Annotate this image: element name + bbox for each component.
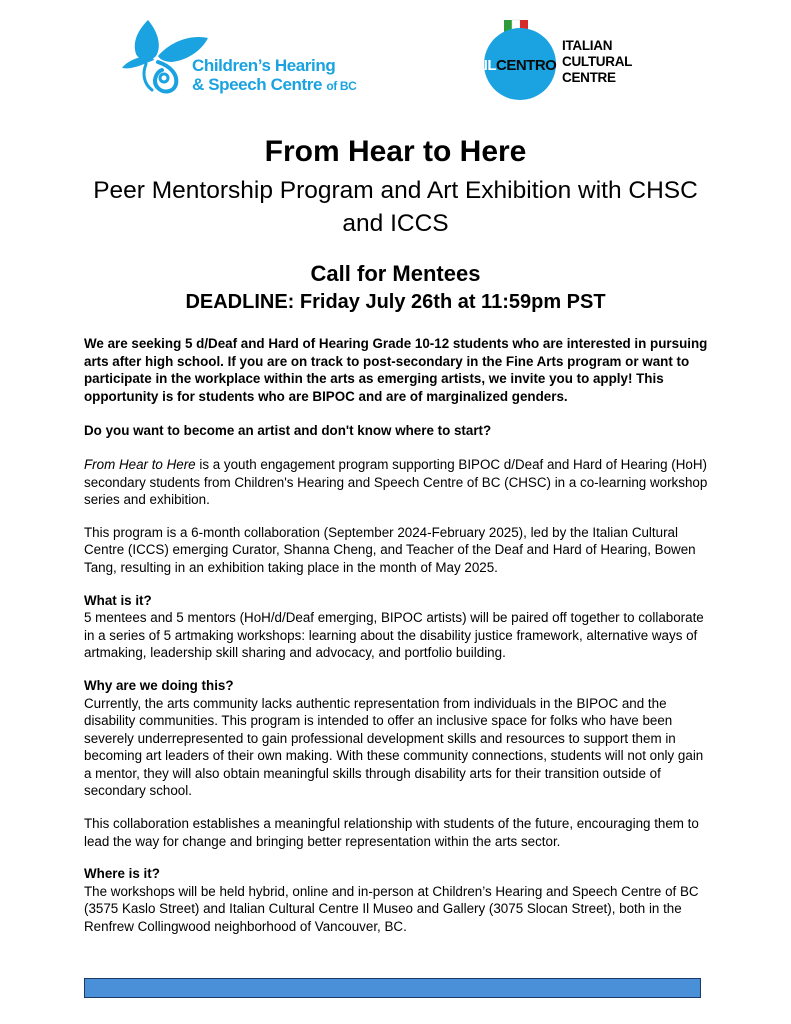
page-title: From Hear to Here — [264, 135, 527, 168]
footer-bar — [84, 978, 701, 998]
svg-text:ILCENTRO — [484, 57, 557, 74]
where-heading: Where is it? — [84, 866, 160, 882]
chsc-logo-line2-suffix: of BC — [326, 79, 357, 93]
intro-paragraph: We are seeking 5 d/Deaf and Hard of Hearing Grade 10-12 students who are interested in pursuing arts after high school. If you are on track to post-secondary in the Fine Arts program or want to participate in the workplace within the arts as emerging artists, we invite you to apply! This opportunity is for students who are BIPOC and are of marginalized genders. — [84, 336, 708, 404]
deadline-heading: DEADLINE: Friday July 26th at 11:59pm PST — [185, 291, 606, 313]
badge-centro-text: CENTRO — [496, 57, 557, 74]
iccs-logo-line3: CENTRE — [562, 70, 616, 85]
where-text: The workshops will be held hybrid, online and in-person at Children’s Hearing and Speech Centre of BC (3575 Kaslo Street) and Italian Cultural Centre Il Museo and Gallery (3075 Slocan Street), both in the Renfrew Collingwood neighborhood of Vancouver, BC. — [84, 883, 699, 935]
iccs-logo-line1: ITALIAN — [562, 38, 613, 53]
badge-il-text: IL — [484, 57, 496, 74]
program-description-text: is a youth engagement program supporting BIPOC d/Deaf and Hard of Hearing (HoH) secondary students from Children's Hearing and Speech Centre of BC (CHSC) in a co-learning workshop series and exhibition. — [84, 456, 708, 508]
what-text: 5 mentees and 5 mentors (HoH/d/Deaf emerging, BIPOC artists) will be paired off together to collaborate in a series of 5 artmaking workshops: learning about the disability justice framework, alternative ways of artmaking, leadership skill sharing and advocacy, and portfolio building. — [84, 610, 704, 661]
chsc-logo — [118, 16, 358, 100]
chsc-logo-text — [192, 56, 356, 96]
il-centro-badge-icon — [484, 18, 560, 102]
chsc-logo-line2: & Speech Centre — [192, 75, 323, 94]
iccs-logo-line2: CULTURAL — [562, 54, 633, 69]
call-heading: Call for Mentees — [310, 261, 481, 286]
what-heading: What is it? — [84, 592, 152, 608]
relationship-paragraph: This collaboration establishes a meaningful relationship with students of the future, encouraging them to lead the way for change and bringing better representation within the arts sector. — [84, 816, 699, 849]
document-body — [84, 335, 714, 951]
program-description — [84, 456, 714, 509]
program-name-italic: From Hear to Here — [84, 456, 196, 472]
why-heading: Why are we doing this? — [84, 677, 234, 693]
question-paragraph: Do you want to become an artist and don't know where to start? — [84, 423, 492, 439]
collaboration-paragraph: This program is a 6-month collaboration (September 2024-February 2025), led by the Italian Cultural Centre (ICCS) emerging Curator, Shanna Cheng, and Teacher of the Deaf and Hard of Hearing, Bowen Tang, resulting in an exhibition taking place in the month of May 2025. — [84, 524, 696, 575]
page-subtitle: Peer Mentorship Program and Art Exhibition with CHSC and ICCS — [93, 177, 698, 237]
iccs-logo-text — [562, 38, 632, 86]
why-text: Currently, the arts community lacks authentic representation from individuals in the BIPOC and the disability communities. This program is intended to offer an inclusive space for folks who have been severely underrepresented to gain professional development skills and resources to support them in becoming art leaders of their own making. With these community connections, students will not only gain a mentor, they will also obtain meaningful skills through disability arts for their transition outside of secondary school. — [84, 695, 704, 799]
iccs-logo — [484, 18, 664, 102]
chsc-logo-line1: Children’s Hearing — [192, 56, 336, 75]
